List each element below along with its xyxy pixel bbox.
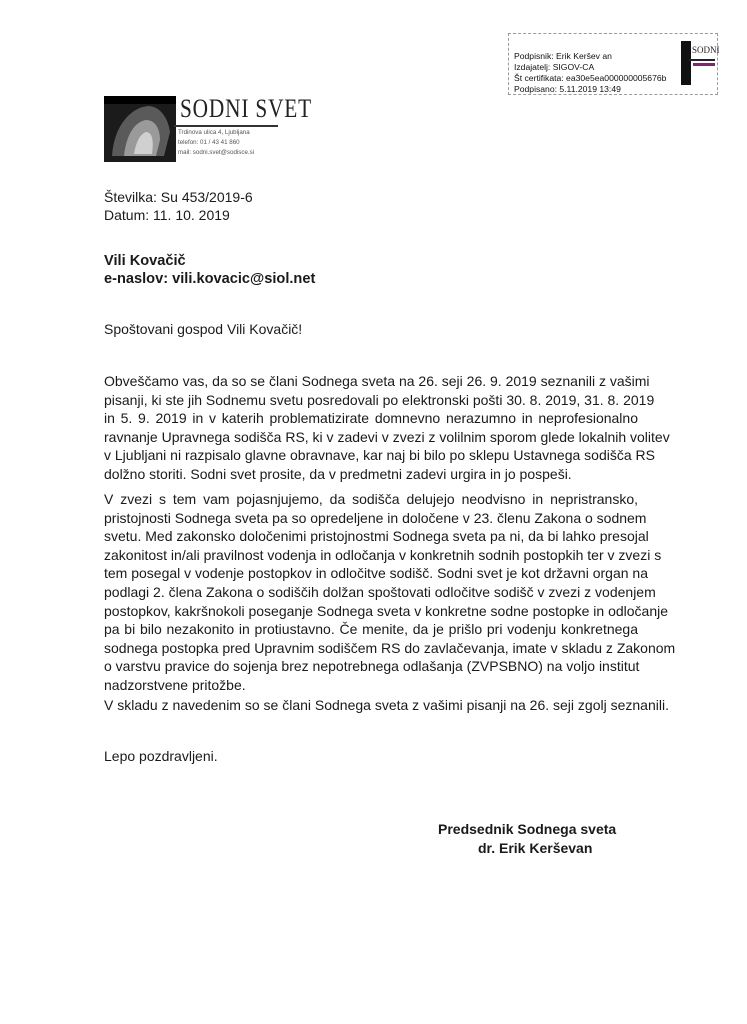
signer-block — [438, 820, 616, 858]
signature-signer: Podpisnik: Erik Keršev an — [514, 51, 612, 61]
text-line: v Ljubljani ni razpisalo glavne obravnave, kar naj bi bilo po sklepu Ustavnega sodišča RS — [104, 447, 655, 464]
text-line: o varstvu pravice do sojenja brez nepotrebnega odlašanja (ZVPSBNO) na voljo institut — [104, 658, 640, 675]
address-email: mail: sodni.svet@sodisce.si — [178, 149, 255, 156]
text-line: tem posegal v vodenje postopkov in odločitve sodišč. Sodni svet je kot državni organ na — [104, 565, 648, 582]
document-date: Datum: 11. 10. 2019 — [104, 207, 230, 223]
text-line: pristojnosti Sodnega sveta pa so opredeljene in določene v 23. členu Zakona o sodnem — [104, 509, 647, 526]
signature-signed-at: Podpisano: 5.11.2019 13:49 — [514, 84, 621, 94]
svg-text:SODNI: SODNI — [692, 45, 720, 55]
body-paragraph-3 — [104, 696, 669, 715]
text-line: zakonitost in/ali pravilnost vodenja in odločanja v konkretnih sodnih postopkih ter v zvezi s — [104, 546, 662, 563]
address-phone: telefon: 01 / 43 41 860 — [178, 139, 240, 146]
recipient-email: e-naslov: vili.kovacic@siol.net — [104, 271, 316, 287]
text-line: sodnega postopka pred Upravnim sodiščem RS do zavlačevanja, imate v skladu z Zakonom — [104, 639, 676, 656]
text-line: in 5. 9. 2019 in v katerih problematizirate domnevno nerazumno in neprofesionalno — [104, 410, 638, 427]
signature-issuer: Izdajatelj: SIGOV-CA — [514, 62, 595, 72]
reference-number: Številka: Su 453/2019-6 — [104, 189, 253, 205]
signature-logo-icon — [669, 39, 720, 89]
text-line: V zvezi s tem vam pojasnjujemo, da sodišča delujejo neodvisno in nepristransko, — [104, 491, 638, 507]
body-paragraph-1 — [104, 372, 670, 484]
text-line: pa bi bilo nezakonito in protiustavno. Če menite, da je prišlo pri vodenju konkretnega — [104, 621, 638, 638]
letterhead-rule — [174, 125, 278, 127]
text-line: svetu. Med zakonsko določenimi pristojnostmi Sodnega sveta pa ni, da bi lahko presojal — [104, 528, 649, 545]
document-meta — [104, 188, 253, 224]
recipient-block — [104, 252, 315, 288]
digital-signature-stamp — [508, 33, 718, 95]
org-address — [178, 128, 254, 158]
signer-name: dr. Erik Kerševan — [478, 840, 593, 856]
signature-certificate: Št certifikata: ea30e5ea000000005676b — [514, 73, 667, 83]
signer-title: Predsednik Sodnega sveta — [438, 821, 617, 837]
text-line: podlagi 2. člena Zakona o sodiščih dolžan spoštovati odločitve sodišč v zvezi z vodenjem — [104, 583, 656, 600]
signature-details — [514, 51, 666, 95]
text-line: postopkov, kakršnokoli poseganje Sodnega sveta v konkretne sodne postopke in odločanje — [104, 602, 669, 619]
text-line: pisanji, ki ste jih Sodnemu svetu posredovali po elektronski pošti 30. 8. 2019, 31. 8. 2019 — [104, 391, 655, 408]
sodni-svet-logo-icon — [104, 96, 176, 162]
org-name: SODNI SVET — [180, 94, 312, 123]
text-line: nadzorstvene pritožbe. — [104, 676, 246, 693]
closing-greeting: Lepo pozdravljeni. — [104, 748, 218, 764]
address-street: Trdinova ulica 4, Ljubljana — [178, 129, 250, 136]
text-line: dolžno storiti. Sodni svet prosite, da v predmetni zadevi urgira in jo pospeši. — [104, 465, 572, 482]
salutation: Spoštovani gospod Vili Kovačič! — [104, 321, 303, 337]
recipient-name: Vili Kovačič — [104, 253, 186, 269]
text-line: Obveščamo vas, da so se člani Sodnega sveta na 26. seji 26. 9. 2019 seznanili z vašimi — [104, 373, 650, 389]
text-line: V skladu z navedenim so se člani Sodnega sveta z vašimi pisanji na 26. seji zgolj seznanili. — [104, 697, 669, 713]
body-paragraph-2 — [104, 490, 676, 695]
text-line: ravnanje Upravnega sodišča RS, ki v zadevi v zvezi z volilnim sporom glede lokalnih volitev — [104, 428, 670, 445]
